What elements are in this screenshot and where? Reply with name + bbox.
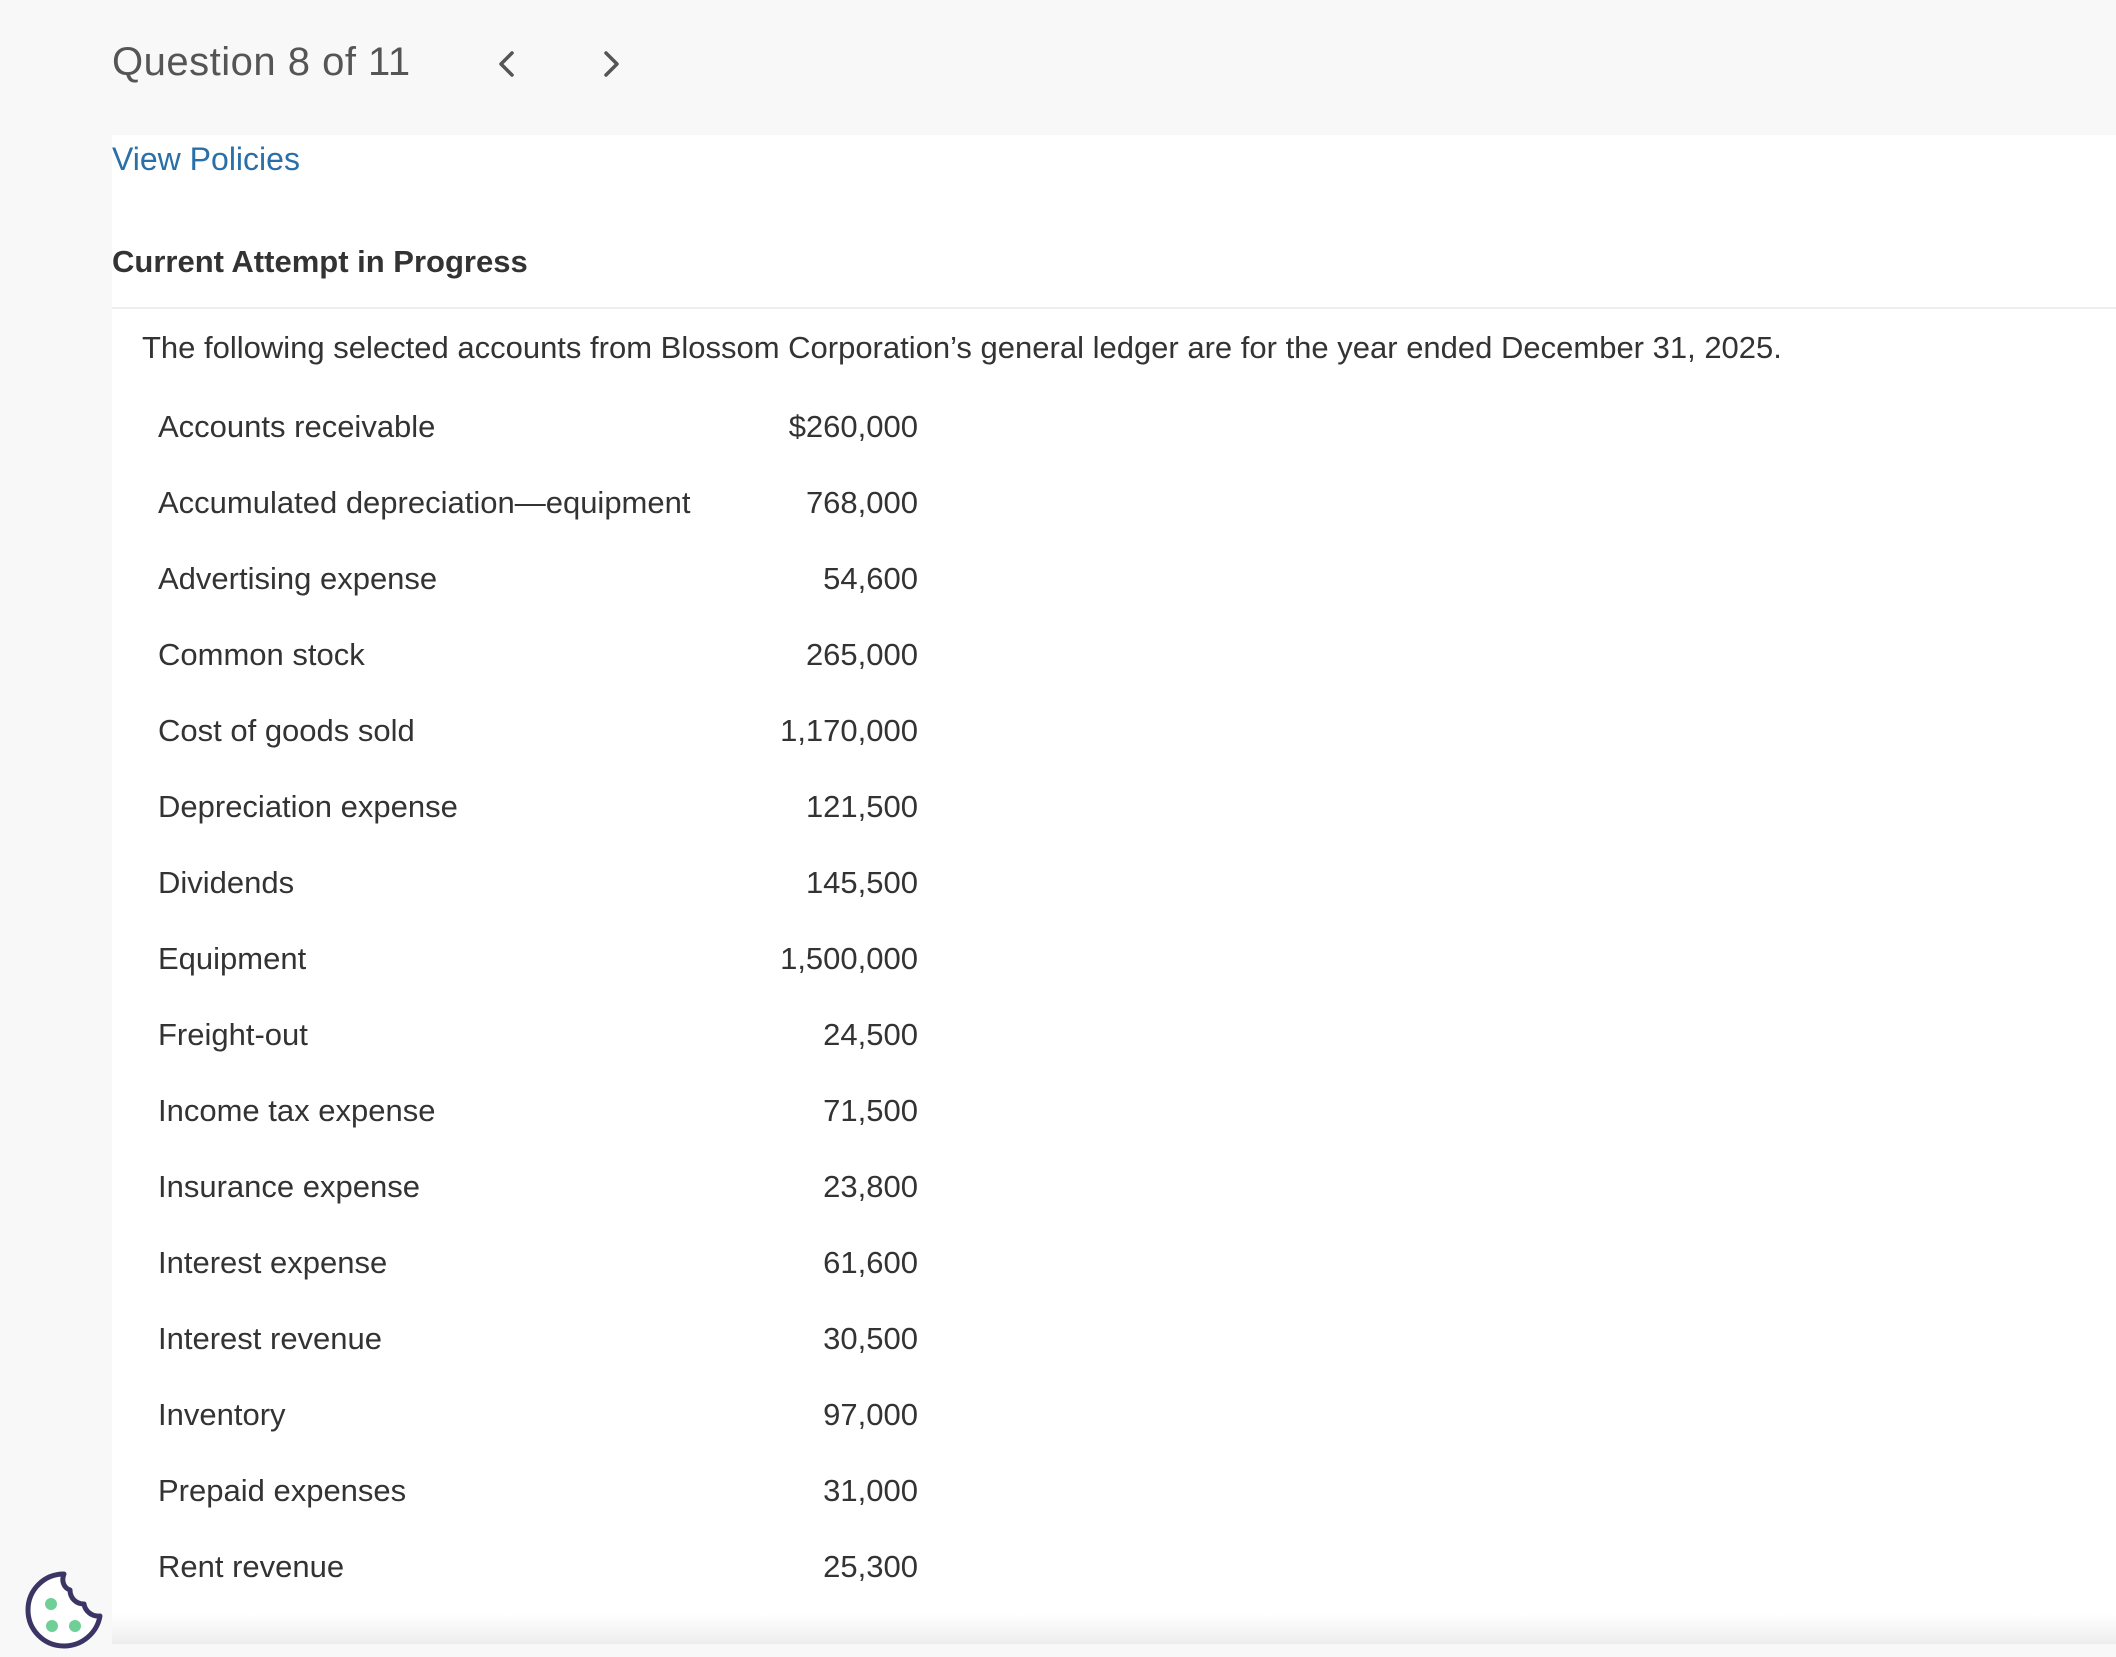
chevron-left-icon [496,49,518,79]
account-amount: 1,170,000 [718,713,918,749]
scroll-fade [112,1614,2116,1644]
previous-question-button[interactable] [485,42,529,86]
cookie-icon [22,1568,106,1652]
account-name: Dividends [158,865,294,901]
account-amount: 145,500 [718,865,918,901]
account-amount: 30,500 [718,1321,918,1357]
ledger-row [158,993,918,1069]
account-amount: 23,800 [718,1169,918,1205]
account-amount: 31,000 [718,1473,918,1509]
account-name: Interest revenue [158,1321,382,1357]
ledger-row [158,1145,918,1221]
ledger-row [158,537,918,613]
account-amount: $260,000 [718,409,918,445]
attempt-heading: Current Attempt in Progress [112,244,528,280]
question-counter: Question 8 of 11 [112,40,411,85]
account-name: Rent revenue [158,1549,344,1585]
ledger-row [158,1221,918,1297]
problem-intro: The following selected accounts from Blossom Corporation’s general ledger are for the year ended December 31, 2025. [142,330,1782,366]
account-name: Insurance expense [158,1169,420,1205]
account-name: Income tax expense [158,1093,435,1129]
account-amount: 24,500 [718,1017,918,1053]
next-question-button[interactable] [589,42,633,86]
ledger-table [158,385,918,1601]
account-name: Advertising expense [158,561,437,597]
ledger-row [158,461,918,537]
account-name: Cost of goods sold [158,713,415,749]
account-name: Equipment [158,941,306,977]
account-amount: 768,000 [718,485,918,521]
ledger-row [158,689,918,765]
view-policies-link[interactable]: View Policies [112,141,300,178]
account-name: Accounts receivable [158,409,435,445]
cookie-settings-button[interactable] [22,1568,106,1652]
account-name: Interest expense [158,1245,387,1281]
ledger-row [158,1449,918,1525]
account-amount: 265,000 [718,637,918,673]
account-name: Depreciation expense [158,789,458,825]
account-name: Prepaid expenses [158,1473,406,1509]
ledger-row [158,841,918,917]
ledger-row [158,613,918,689]
account-name: Inventory [158,1397,286,1433]
ledger-row [158,385,918,461]
account-amount: 61,600 [718,1245,918,1281]
account-name: Accumulated depreciation—equipment [158,485,690,521]
divider [112,307,2116,309]
account-amount: 97,000 [718,1397,918,1433]
account-amount: 25,300 [718,1549,918,1585]
ledger-row [158,1525,918,1601]
account-amount: 54,600 [718,561,918,597]
chevron-right-icon [600,49,622,79]
account-amount: 1,500,000 [718,941,918,977]
account-amount: 121,500 [718,789,918,825]
account-amount: 71,500 [718,1093,918,1129]
ledger-row [158,917,918,993]
account-name: Common stock [158,637,365,673]
account-name: Freight-out [158,1017,308,1053]
ledger-row [158,1069,918,1145]
ledger-row [158,1297,918,1373]
ledger-row [158,1373,918,1449]
question-header [0,0,2116,135]
question-content [112,135,2116,1644]
ledger-row [158,765,918,841]
